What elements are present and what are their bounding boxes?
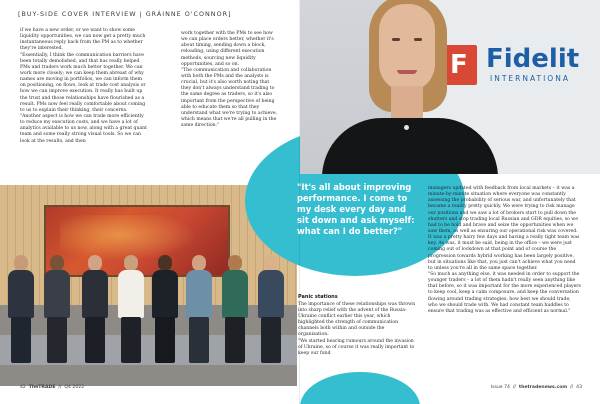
team-member — [8, 255, 34, 365]
paragraph: work together with the PMs to see how we can place orders better, whether it's about timing, sending down a block, reloading, using different execution methods, sourcing new liquidity opportunities, and so on. — [181, 31, 274, 67]
paragraph: "We started hearing rumours around the invasion of Ukraine, so of course it was really important to keep our fund — [298, 338, 415, 356]
logo-box — [442, 45, 477, 85]
paragraph: if we have a new order, or we want to show some liquidity opportunities, we can now get a pretty much instantaneous reply back from the PM as to whether they're interested. — [20, 28, 146, 52]
left-footer: 42 TheTRADE // Q4 2022 — [20, 385, 85, 390]
team-member — [186, 255, 212, 365]
signage-brand: Fidelit — [486, 44, 580, 74]
issue-date: Q4 2022 — [64, 385, 85, 390]
team-member — [44, 255, 70, 365]
mouth — [397, 70, 417, 74]
paragraph: "Essentially, I think the communication barriers have been totally demolished, and that has really helped PMs and traders work much better together. We can work more closely; we can keep them abreast of why names are moving in portfolios, we can inform them on positioning, on flows, look at trade cost analysis or how we can improve execution. It really has built up the trust and those relationships have flourished as a result. PMs now feel really comfortable about coming to us to explain their thinking, their concerns. — [20, 52, 146, 113]
signage-subtitle: INTERNATIONA — [490, 74, 570, 83]
paragraph: "So much as anything else, it was needed in order to support the younger traders – a lot of them hadn't really seen anything like that before, so it was important for the more experienced players to keep cool, keep a calm composure, and keep the conversation flowing around trading strategies, how best we should trade, who we should trade with. We had constant team huddles to ensure that trading was as effective and efficient as normal." — [428, 271, 581, 314]
right-column — [428, 186, 581, 315]
face — [379, 4, 435, 92]
middle-column — [298, 294, 416, 357]
eye — [414, 38, 422, 41]
paragraph: The importance of these relationships was thrown into sharp relief with the advent of the Russia-Ukraine conflict earlier this year, which highlighted the strength of communication channels both within and outside the organisation. — [298, 301, 416, 338]
left-column-2 — [181, 31, 278, 129]
team-member — [258, 255, 284, 365]
team-member — [222, 255, 248, 365]
page-number: 43 — [576, 385, 582, 390]
paragraph: "Another aspect is how we can trade more efficiently to reduce my execution costs, and we have a lot of analytics available to us now, along with a great quant team and some really strong visual tools. So we can look at the results, and then — [20, 113, 147, 144]
issue-number: Issue 74 — [490, 385, 510, 390]
eye — [392, 38, 400, 41]
company-signage — [442, 40, 592, 90]
team-member — [82, 255, 108, 365]
paragraph: managers updated with feedback from local markets – it was a minute-by-minute situation where everyone was constantly assessing the probability of serious war, and unfortunately that became a reality pretty quickly. We were trying to risk manage our positions and we saw a lot of brokers start to pull down the shutters and stop trading local Russian and GDR equities, so we had to be bold and brave and seize the opportunities when we saw them, as well as ensuring our operational risk was covered. It was a pretty hairy few days and having a really tight team was key. As was, it must be said, being in the office – we were just coming out of lockdown at that point and of course the progression towards hybrid working has been largely positive, but in situations like that, you just can't achieve what you need to unless you're all in the same space together. — [428, 186, 580, 271]
magazine-name: TheTRADE — [28, 385, 56, 390]
portrait-photo — [300, 0, 600, 174]
accent-blob-bottom — [300, 372, 420, 404]
right-footer: Issue 74 // thetradenews.com // 43 — [490, 385, 582, 390]
website: thetradenews.com — [518, 385, 568, 390]
section-header: [BUY-SIDE COVER INTERVIEW | GRÁINNE O'CONNOR] — [18, 10, 232, 18]
team-member — [152, 255, 178, 365]
page-number: 42 — [20, 385, 26, 390]
paragraph: "The communication and collaboration with both the PMs and the analysts is crucial, but it's also worth noting that they don't always understand trading to the same degree as traders, so it's also important from the perspective of being able to educate them so that they understand what we're trying to achieve, which means that we're all pulling in the same direction." — [181, 67, 278, 129]
pull-quote: "It's all about improving performance. I come to my desk every day and sit down and ask myself: what can I do better?" — [297, 182, 415, 237]
team-member — [118, 255, 144, 365]
logo-letter: F — [450, 50, 468, 80]
left-column-1 — [20, 28, 147, 145]
subheading: Panic stations — [298, 294, 338, 300]
necklace — [404, 125, 409, 130]
